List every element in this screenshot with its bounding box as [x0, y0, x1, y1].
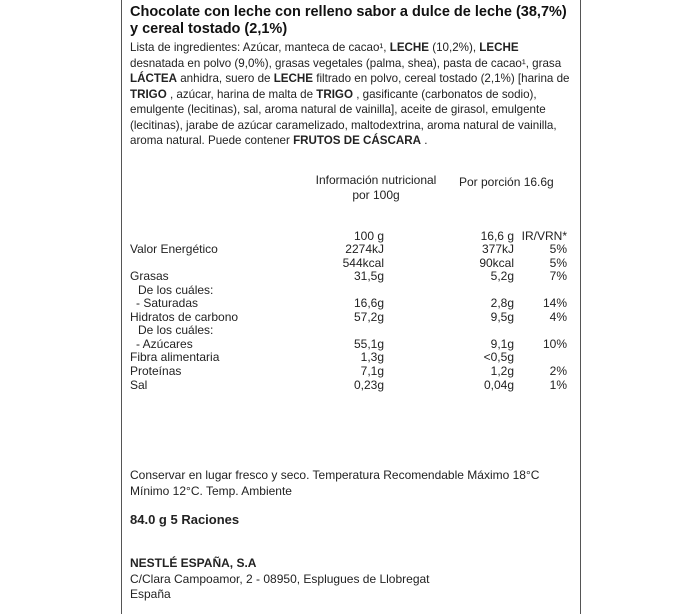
col-portion-header: 16,6 g [480, 229, 514, 243]
ingredient-text: , gasificante (carbonatos de sodio), emulgente (lecitinas), sal, aroma natural de vainilla], aceite de girasol, emulgente (lecitinas), jarabe de azúcar caramelizado, maltodextrina, aroma natural de vainilla, aroma natural. Puede contener [130, 87, 557, 147]
nutrient-label: Fibra alimentaria [130, 350, 220, 365]
ingredient-text: . [421, 134, 428, 147]
allergen-text: FRUTOS DE CÁSCARA [293, 134, 422, 147]
manufacturer-name: NESTLÉ ESPAÑA, S.A [130, 556, 257, 570]
value-per-100g: 55,1g [353, 336, 384, 351]
ingredient-text: , azúcar, harina de malta de [166, 87, 317, 101]
manufacturer-block [130, 556, 430, 603]
col-ir-header: IR/VRN* [521, 229, 567, 243]
net-weight: 84.0 g [130, 512, 167, 527]
value-ir-vrn: 14% [542, 296, 567, 311]
storage-instructions: Conservar en lugar fresco y seco. Temperatura Recomendable Máximo 18°C Mínimo 12°C. Temp. Ambiente [130, 468, 540, 498]
value-per-100g: 7,1g [360, 363, 384, 378]
value-ir-vrn: 5% [549, 242, 567, 256]
allergen-text: TRIGO [316, 87, 353, 101]
allergen-text: LÁCTEA [130, 72, 178, 85]
value-per-portion: 0,04g [483, 377, 514, 392]
nutrient-label: De los cuáles: [138, 282, 214, 297]
value-per-portion: 9,1g [490, 336, 514, 351]
ingredients-list [130, 40, 570, 149]
ingredient-text: filtrado en polvo, cereal tostado (2,1%) [harina de [313, 72, 570, 85]
value-ir-vrn: 1% [549, 377, 567, 392]
value-per-portion: 1,2g [490, 363, 514, 378]
header-portion: Por porción 16.6g [459, 175, 554, 189]
nutrient-label: Grasas [130, 269, 169, 284]
value-per-portion: 9,5g [490, 309, 514, 324]
manufacturer-address: C/Clara Campoamor, 2 - 08950, Esplugues de Llobregat [130, 571, 430, 586]
value-ir-vrn: 5% [549, 255, 567, 270]
nutrient-label: Sal [130, 377, 148, 392]
ingredient-text: Lista de ingredientes: Azúcar, manteca de cacao¹, [130, 41, 390, 54]
value-per-100g: 1,3g [360, 350, 384, 365]
ingredient-text: anhidra, suero de [177, 72, 274, 85]
value-per-100g: 544kcal [342, 255, 384, 270]
value-per-100g: 0,23g [353, 377, 384, 392]
value-per-100g: 2274kJ [345, 242, 384, 256]
nutrient-label: Valor Energético [130, 242, 218, 256]
ingredient-text: (10,2%), [429, 41, 480, 54]
ingredient-text: desnatada en polvo (9,0%), grasas vegetales (palma, shea), pasta de cacao¹, grasa [130, 56, 562, 70]
header-per100-line1: Información nutricional [315, 173, 437, 187]
net-weight-line [130, 512, 239, 527]
value-per-100g: 16,6g [353, 296, 384, 311]
value-ir-vrn: 4% [549, 309, 567, 324]
value-ir-vrn: 10% [542, 336, 567, 351]
value-ir-vrn: 7% [549, 269, 567, 284]
col-100-header: 100 g [353, 229, 384, 243]
value-per-portion: 377kJ [481, 242, 514, 256]
nutrient-label: De los cuáles: [138, 323, 214, 338]
nutrient-label: Hidratos de carbono [130, 309, 239, 324]
value-ir-vrn: 2% [549, 363, 567, 378]
header-per100-line2: por 100g [352, 188, 400, 202]
value-per-100g: 31,5g [353, 269, 384, 284]
allergen-text: TRIGO [130, 87, 167, 101]
value-per-100g: 57,2g [353, 309, 384, 324]
manufacturer-country: España [130, 587, 171, 601]
value-per-portion: 5,2g [490, 269, 514, 284]
allergen-text: LECHE [389, 41, 430, 54]
nutrient-label: Proteínas [130, 363, 182, 378]
nutrient-label: - Azúcares [136, 336, 193, 351]
allergen-text: LECHE [479, 41, 519, 54]
value-per-portion: 90kcal [479, 255, 514, 270]
portions: 5 Raciones [170, 512, 240, 527]
allergen-text: LECHE [273, 72, 313, 85]
header-per100 [306, 173, 446, 203]
product-title: Chocolate con leche con relleno sabor a dulce de leche (38,7%) y cereal tostado (2,1%) [130, 4, 567, 37]
nutrient-label: - Saturadas [136, 296, 199, 311]
value-per-portion: <0,5g [483, 350, 514, 365]
value-per-portion: 2,8g [490, 296, 514, 311]
